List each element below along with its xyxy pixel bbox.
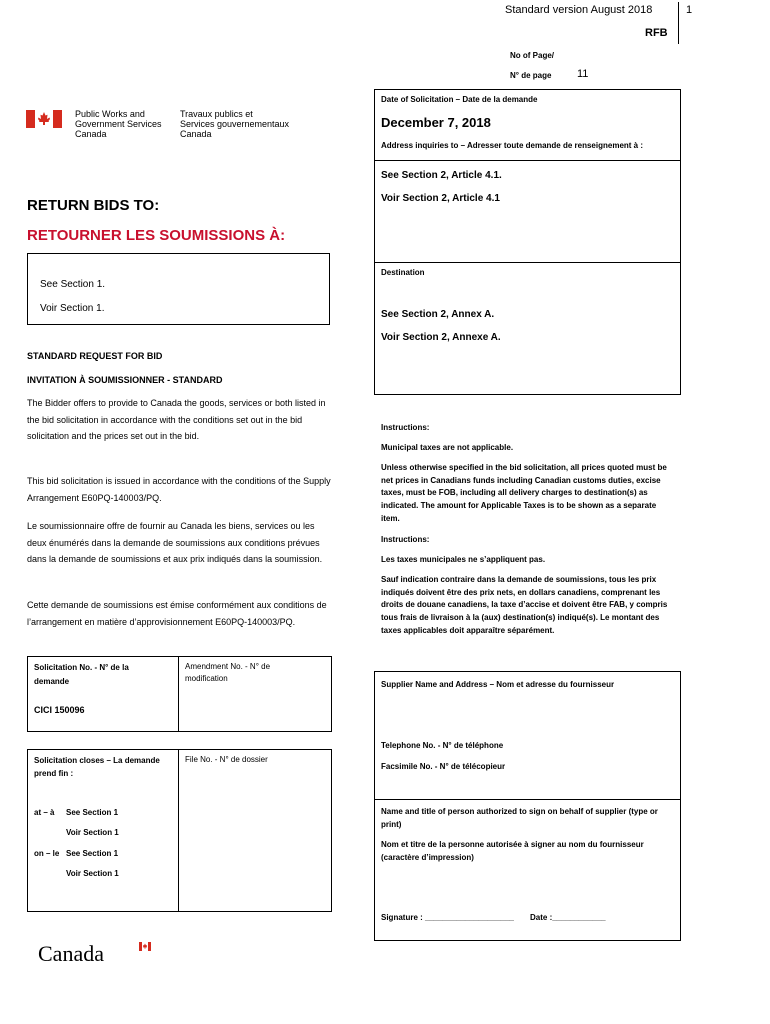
dept-fr-line: Canada [180, 129, 212, 139]
file-no-label: File No. - N° de dossier [185, 755, 268, 764]
rfb-label: RFB [645, 27, 668, 39]
dept-en-line: Public Works and [75, 109, 145, 119]
standard-request-title-en: STANDARD REQUEST FOR BID [27, 351, 163, 361]
standard-request-title-fr: INVITATION À SOUMISSIONNER - STANDARD [27, 375, 223, 385]
dept-fr-line: Travaux publics et [180, 109, 253, 119]
solicitation-date-label: Date of Solicitation – Date de la demande [381, 95, 538, 104]
dept-en-line: Government Services [75, 119, 162, 129]
closes-label: Solicitation closes – La demande prend fin : [34, 756, 160, 778]
solicitation-no-divider [178, 656, 179, 732]
version-text: Standard version August 2018 [505, 4, 653, 16]
at-label: at – à [34, 808, 55, 817]
dept-fr-line: Services gouvernementaux [180, 119, 290, 129]
instructions-body-en: Unless otherwise specified in the bid solicitation, all prices quoted must be net prices in Canadians funds including Canadian customs duties, excise taxes, must be FOB, including all delivery charges to destination(s) as indicated. The amount for Applicable Taxes is to be shown as a separate item. [381, 463, 667, 523]
instructions-body-fr: Sauf indication contraire dans la demande de soumissions, tous les prix indiqués doivent être des prix nets, en dollars canadiens, comprenant les droits de douane canadiens, la taxe d’accise et doivent être FAB, y compris tous frais de livraison à la (aux) destination(s) indiqué(s). Le montant des taxes applicables doit apparaître séparément. [381, 575, 668, 635]
no-of-page-value: 11 [577, 68, 589, 80]
standard-request-para3: Le soumissionnaire offre de fournir au Canada les biens, services ou les deux énumérés dans la demande de soumissions aux conditions prévues dans la demande de soumissions et aux prix indiqués dans la soumission. [27, 521, 323, 564]
facsimile-label: Facsimile No. - N° de télécopieur [381, 762, 506, 771]
signature-field[interactable]: Signature : ____________________ [381, 913, 514, 922]
no-of-page-label-fr: N° de page [510, 71, 552, 80]
supplier-divider [374, 799, 681, 800]
return-bids-value-fr: Voir Section 1. [40, 303, 105, 314]
return-bids-value-en: See Section 1. [40, 279, 106, 290]
instructions-label-fr: Instructions: [381, 535, 430, 544]
return-bids-title-fr: RETOURNER LES SOUMISSIONS À: [27, 227, 286, 244]
wordmark-flag-icon [139, 942, 151, 951]
solicitation-info-box [374, 89, 681, 395]
inquiries-value-fr: Voir Section 2, Article 4.1 [381, 193, 500, 204]
dept-name-en [75, 109, 162, 139]
on-value-en: See Section 1 [66, 849, 119, 858]
authorized-label-en: Name and title of person authorized to sign on behalf of supplier (type or print) [381, 807, 658, 829]
standard-request-para1: The Bidder offers to provide to Canada the goods, services or both listed in the bid solicitation in accordance with the conditions set out in the bid solicitation and the prices set out in the bid. [27, 398, 326, 441]
solicitation-info-divider [374, 160, 681, 161]
standard-request-para4: Cette demande de soumissions est émise conformément aux conditions de l’arrangement en matière d’approvisionnement E60PQ-140003/PQ. [27, 600, 327, 627]
standard-request-para2: This bid solicitation is issued in accordance with the conditions of the Supply Arrangement E60PQ-140003/PQ. [27, 476, 331, 503]
at-value-en: See Section 1 [66, 808, 119, 817]
on-value-fr: Voir Section 1 [66, 869, 119, 878]
inquiries-label: Address inquiries to – Adresser toute demande de renseignement à : [381, 141, 643, 150]
telephone-label: Telephone No. - N° de téléphone [381, 741, 504, 750]
solicitation-no-value: CICI 150096 [34, 705, 85, 715]
destination-divider [374, 262, 681, 263]
destination-label: Destination [381, 268, 425, 277]
canada-flag-icon [26, 110, 62, 128]
supplier-label: Supplier Name and Address – Nom et adresse du fournisseur [381, 680, 615, 689]
no-of-page-label-en: No of Page/ [510, 51, 555, 60]
amendment-label: Amendment No. - N° de modification [185, 662, 271, 683]
header-divider [678, 2, 679, 44]
solicitation-no-label: Solicitation No. - N° de la demande [34, 663, 129, 686]
solicitation-date-value: December 7, 2018 [381, 115, 491, 130]
dept-en-line: Canada [75, 129, 107, 139]
destination-value-fr: Voir Section 2, Annexe A. [381, 332, 501, 343]
return-bids-title-en: RETURN BIDS TO: [27, 197, 160, 214]
canada-wordmark [38, 941, 118, 969]
canada-wordmark-text: Canada [38, 941, 104, 966]
page-number: 1 [686, 4, 693, 16]
destination-value-en: See Section 2, Annex A. [381, 309, 495, 320]
date-field[interactable]: Date :____________ [530, 913, 606, 922]
dept-name-fr [180, 109, 289, 139]
inquiries-value-en: See Section 2, Article 4.1. [381, 170, 502, 181]
instructions-taxes-en: Municipal taxes are not applicable. [381, 443, 514, 452]
at-value-fr: Voir Section 1 [66, 828, 119, 837]
authorized-label-fr: Nom et titre de la personne autorisée à signer au nom du fournisseur (caractère d’impression) [381, 840, 644, 862]
instructions-taxes-fr: Les taxes municipales ne s’appliquent pas. [381, 555, 546, 564]
closes-divider [178, 749, 179, 912]
instructions-label-en: Instructions: [381, 423, 430, 432]
on-label: on – le [34, 849, 60, 858]
